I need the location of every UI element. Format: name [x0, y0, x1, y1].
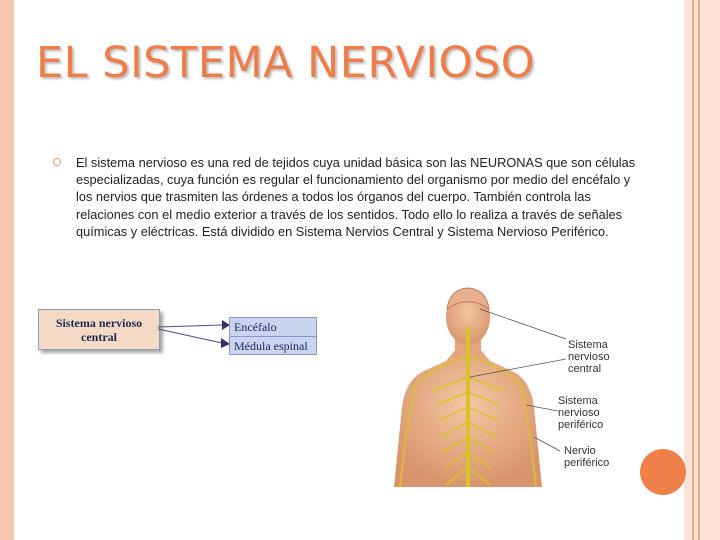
target-encefalo: Encéfalo	[234, 320, 277, 334]
left-frame-band	[0, 0, 14, 540]
target-list	[229, 317, 317, 355]
right-frame-band	[684, 0, 720, 540]
arrow-line-medula	[158, 329, 222, 343]
right-frame-line	[692, 0, 694, 540]
bullet-icon	[53, 158, 61, 166]
central-system-label: Sistema nervioso central	[55, 315, 143, 344]
right-frame-line	[698, 0, 700, 540]
body-paragraph: El sistema nervioso es una red de tejidos cuya unidad básica son las NEURONAS que son células especializadas, cuya función es regular el funcionamiento del organismo por medio del encéfalo y los nervios que trasmiten las órdenes a todos los órganos del cuerpo. También controla las relaciones con el medio exterior a través de los sentidos. Todo ello lo realiza a través de señales químicas y eléctricas. Está dividido en Sistema Nervios Central y Sistema Nervioso Periférico.	[76, 155, 636, 239]
arrow-line-encefalo	[158, 325, 222, 327]
diagram-arrows	[150, 310, 232, 350]
nervous-system-figure	[354, 287, 620, 487]
label-central: Sistema nervioso central	[568, 339, 610, 375]
slide-title: EL SISTEMA NERVIOSO	[36, 38, 536, 88]
central-system-box	[38, 309, 160, 350]
label-nerve: Nervio periférico	[564, 445, 610, 469]
target-medula-espinal: Médula espinal	[230, 336, 316, 354]
decorative-circle	[640, 449, 686, 495]
label-peripheral: Sistema nervioso periférico	[558, 395, 604, 431]
